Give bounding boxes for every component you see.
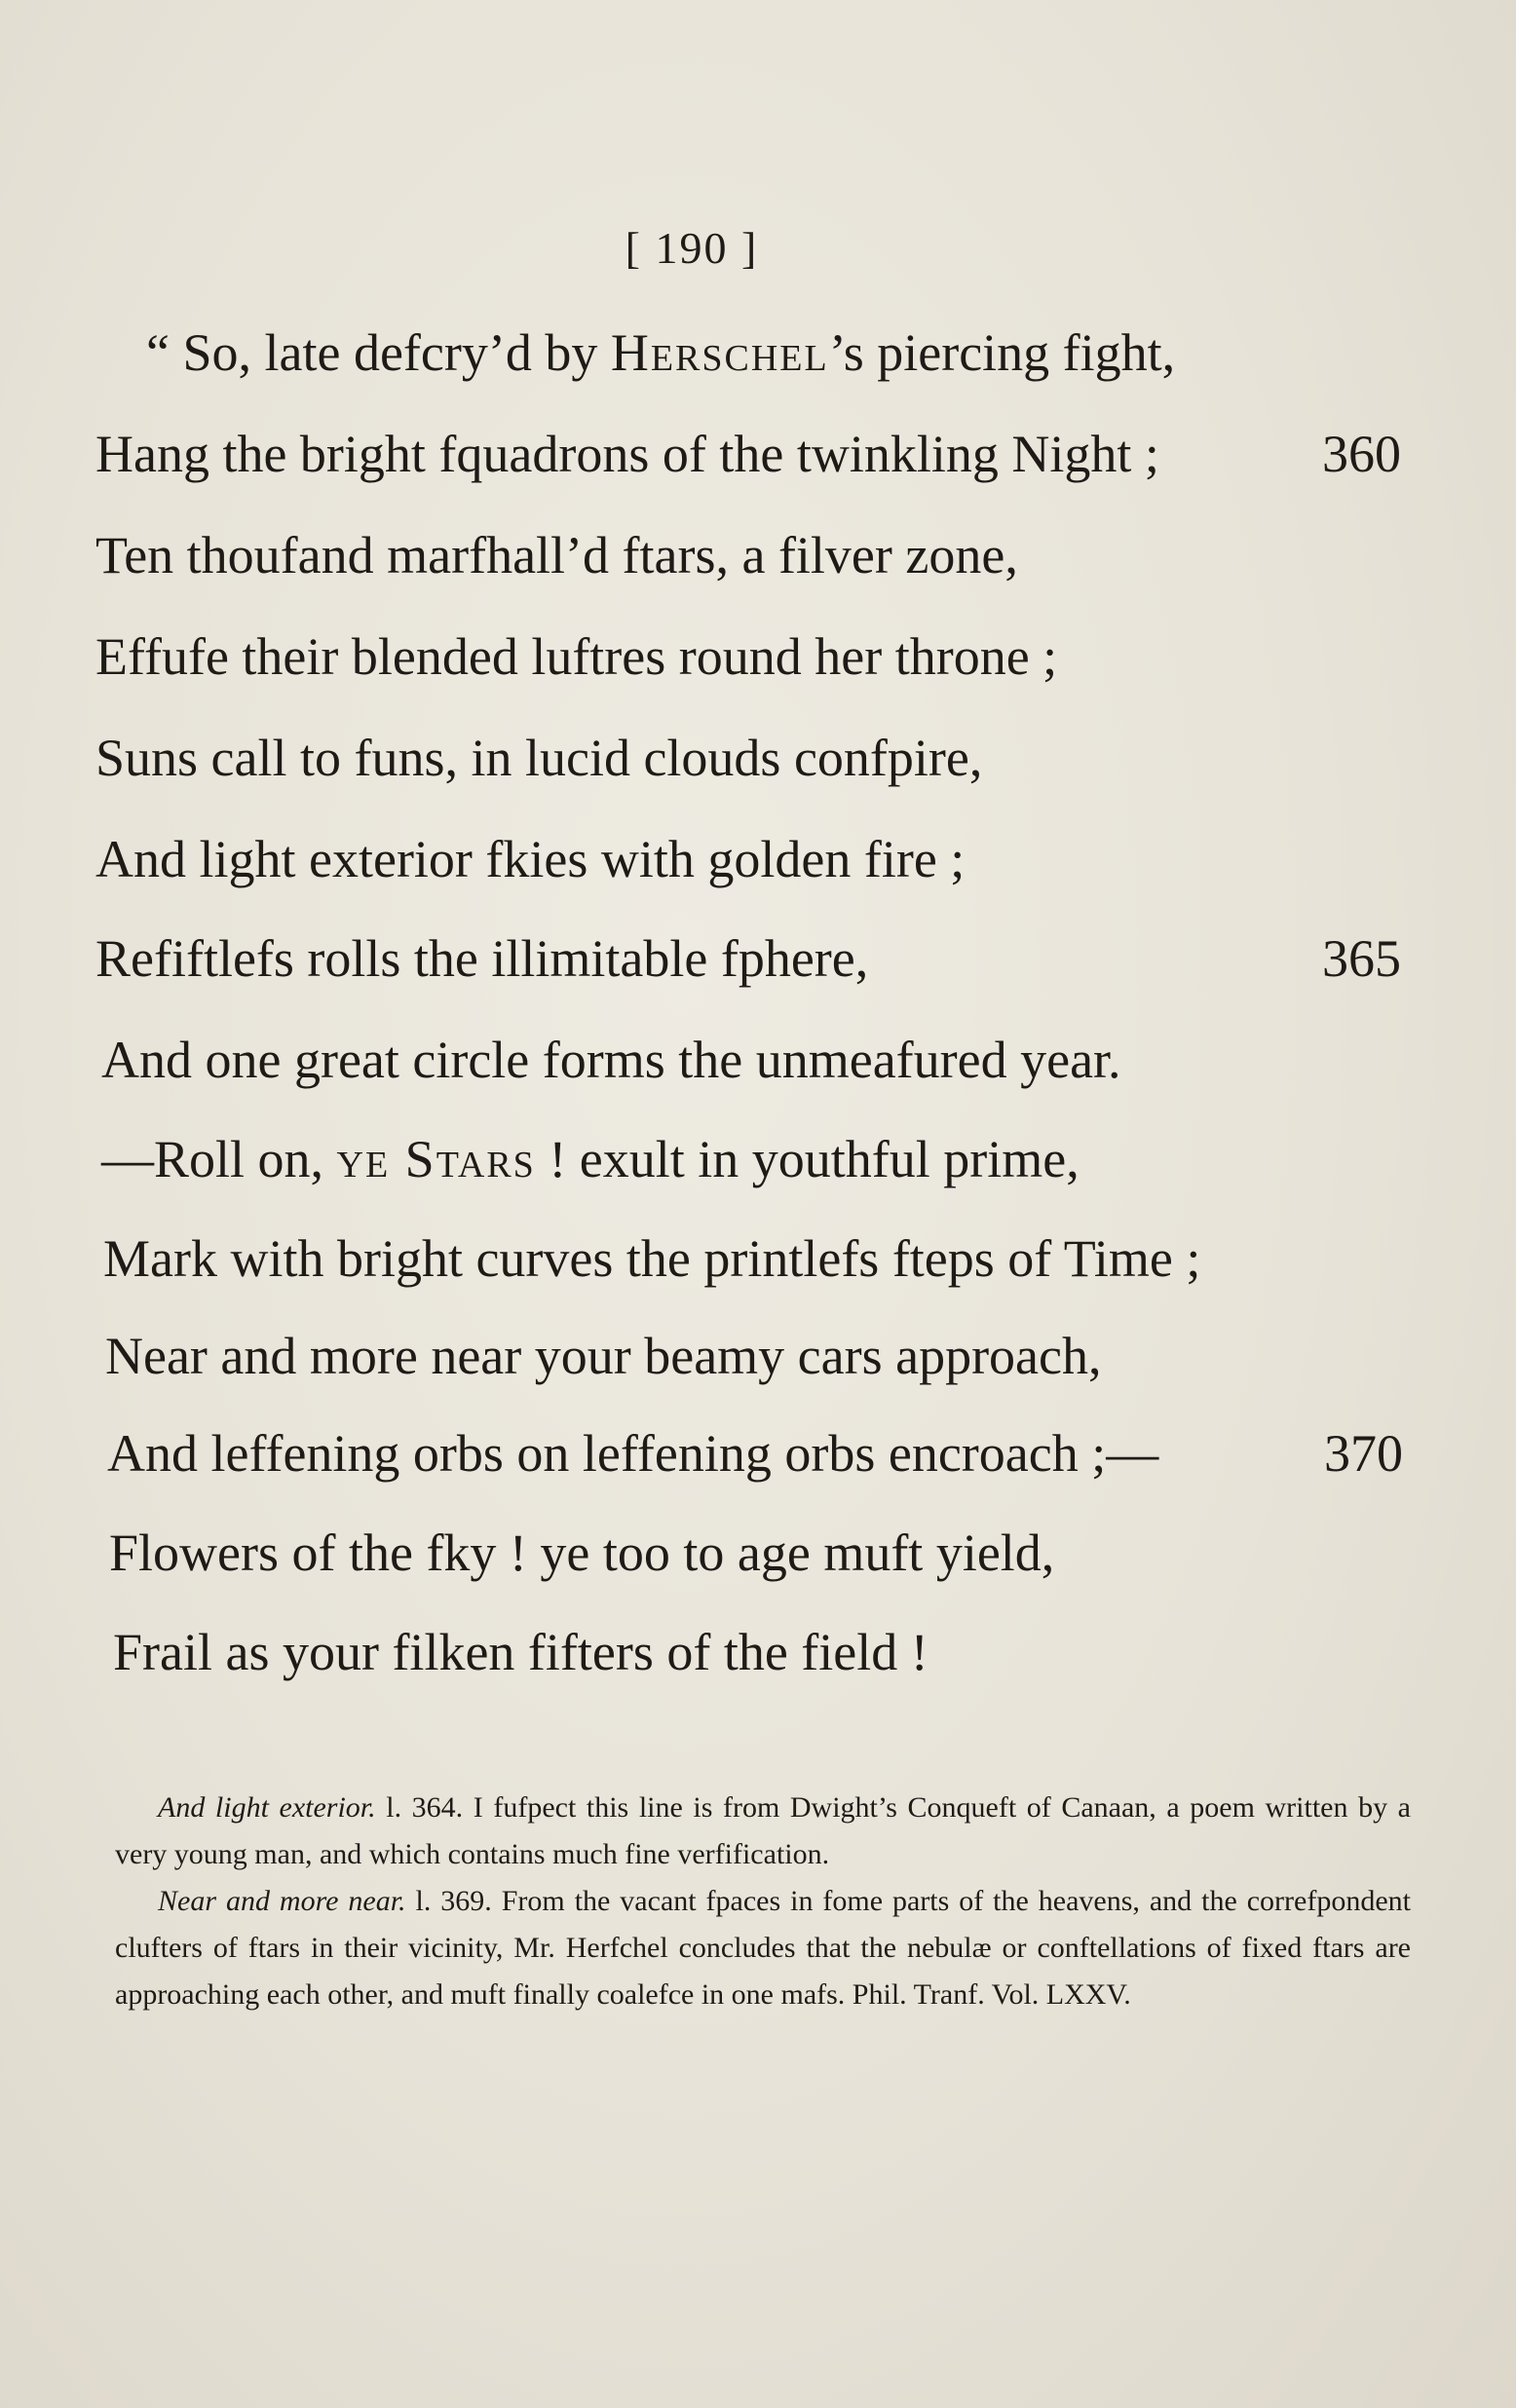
verse-text: Effufe their blended luftres round her throne ;	[95, 627, 1058, 686]
line-number: 370	[1324, 1424, 1403, 1483]
verse-text: And one great circle forms the unmeafured year.	[101, 1031, 1121, 1089]
verse-line	[95, 727, 1401, 789]
verse-text: ’s piercing fight,	[828, 323, 1176, 382]
verse-line	[95, 927, 1401, 990]
verse-line	[146, 321, 1401, 384]
verse-text: Frail as your filken fifters of the field !	[113, 1623, 929, 1681]
verse-text: And leffening orbs on leffening orbs encroach ;—	[107, 1424, 1159, 1483]
footnote	[115, 1878, 1411, 2018]
verse-line	[95, 524, 1401, 586]
verse-line	[103, 1227, 1409, 1290]
footnote-ref: Near and more near.	[158, 1885, 406, 1917]
verse-text: Hang the bright fquadrons of the twinkling Night ;	[95, 425, 1159, 483]
verse-line	[105, 1325, 1411, 1387]
verse-text: Near and more near your beamy cars approach,	[105, 1327, 1102, 1385]
verse-text: Flowers of the fky ! ye too to age muft yield,	[109, 1524, 1055, 1582]
footnote-text: l. 364. I fufpect this line is from Dwight’s Conqueft of Canaan, a poem written by a very young man, and which contains much fine verfification.	[115, 1791, 1411, 1870]
footnote-ref: And light exterior.	[158, 1791, 376, 1824]
verse-text: “ So, late defcry’d by	[146, 323, 611, 382]
verse-line	[101, 1029, 1407, 1091]
page-number: [ 190 ]	[625, 223, 759, 273]
verse-line	[113, 1621, 1419, 1683]
verse-text: —Roll on,	[101, 1130, 337, 1188]
verse-line	[107, 1422, 1403, 1485]
line-number: 360	[1322, 425, 1401, 483]
verse-line	[95, 828, 1401, 890]
footnote	[115, 1785, 1411, 1878]
verse-text: Suns call to funs, in lucid clouds confpire,	[95, 729, 983, 787]
verse-line	[95, 625, 1401, 688]
verse-text: Ten thoufand marfhall’d ftars, a filver zone,	[95, 526, 1018, 584]
verse-line	[95, 423, 1401, 485]
verse-text: And light exterior fkies with golden fire ;	[95, 830, 966, 888]
verse-text: Refiftlefs rolls the illimitable fphere,	[95, 929, 869, 988]
verse-text: Mark with bright curves the printlefs fteps of Time ;	[103, 1229, 1201, 1288]
line-number: 365	[1322, 929, 1401, 988]
verse-small-caps: ye Stars	[336, 1130, 536, 1188]
verse-line	[101, 1128, 1407, 1190]
footnotes	[115, 1785, 1411, 2018]
verse-small-caps: Herschel	[610, 323, 829, 382]
verse-line	[109, 1522, 1415, 1584]
verse-text: ! exult in youthful prime,	[535, 1130, 1080, 1188]
footnote-text: l. 369. From the vacant fpaces in fome parts of the heavens, and the correfpondent clufters of ftars in their vicinity, Mr. Herfchel concludes that the nebulæ or conftellations of fixed ftars are approaching each other, and muft finally coalefce in one mafs. Phil. Tranf. Vol. LXXV.	[115, 1885, 1411, 2011]
